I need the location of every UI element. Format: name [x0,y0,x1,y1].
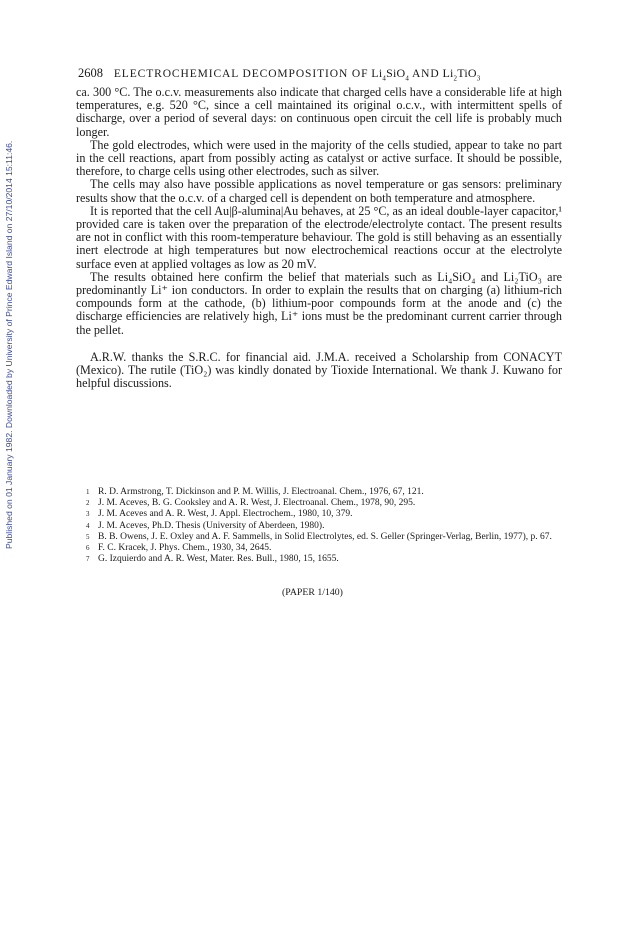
page-number: 2608 [78,66,103,80]
paragraph-3: The cells may also have possible applications as novel temperature or gas sensors: preliminary results show that the o.c.v. of a charged cell is dependent on both temperature and atmosphere. [76,177,562,205]
paragraph-2: The gold electrodes, which were used in the majority of the cells studied, appear to take no part in the cell reactions, apart from possibly acting as catalyst or active surface. It should be possible, therefore, to charge cells using other electrodes, such as silver. [76,137,562,179]
paper-identifier: (PAPER 1/140) [282,587,343,598]
formula-li4sio4: $Li_4SiO_4$ [371,66,410,83]
article-body [76,86,562,390]
formula-li2tio3: $Li_2TiO_3$ [442,66,481,83]
reference-item: 4 J. M. Aceves, Ph.D. Thesis (University of Aberdeen, 1980). [86,520,325,531]
reference-item: 3 J. M. Aceves and A. R. West, J. Appl. Electrochem., 1980, 10, 379. [86,509,353,520]
reference-list [86,487,556,565]
running-header [78,66,568,82]
reference-item: 2 J. M. Aceves, B. G. Cooksley and A. R. West, J. Electroanal. Chem., 1978, 90, 295. [86,498,416,509]
paragraph-4: It is reported that the cell Au|β-alumina|Au behaves, at 25 °C, as an ideal double-layer capacitor,¹ provided care is taken over the preparation of the electrode/electrolyte contact. The present results are not in conflict with this room-temperature behaviour. The gold is still behaving as an essentially inert electrode at high temperatures but now electrochemical reactions occur at the electrolyte surface even at applied voltages as low as 20 mV. [76,203,562,271]
reference-item: 5 B. B. Owens, J. E. Oxley and A. F. Sammells, in Solid Electrolytes, ed. S. Geller (Springer-Verlag, Berlin, 1977), p. 67. [86,531,552,542]
acknowledgements: A.R.W. thanks the S.R.C. for financial aid. J.M.A. received a Scholarship from CONACYT (Mexico). The rutile (TiO₂) was kindly donated by Tioxide International. We thank J. Kuwano for helpful discussions. [76,349,562,391]
paragraph-5: The results obtained here confirm the belief that materials such as Li₄SiO₄ and Li₂TiO₃ are predominantly Li⁺ ion conductors. In order to explain the results that on charging (a) lithium-rich compounds form at the cathode, (b) lithium-poor compounds form at the anode and (c) the discharge efficiencies are relatively high, Li⁺ ions must be the predominant current carrier through the pellet. [76,269,562,337]
reference-item: 1 R. D. Armstrong, T. Dickinson and P. M. Willis, J. Electroanal. Chem., 1976, 67, 121. [86,487,424,497]
and-word: AND [411,68,440,80]
download-watermark: Published on 01 January 1982. Downloaded by University of Prince Edward Island on 27/10/2014 15:11:46. [4,140,14,550]
reference-item: 6 F. C. Kracek, J. Phys. Chem., 1930, 34, 2645. [86,543,272,554]
running-title: ELECTROCHEMICAL DECOMPOSITION OF [113,68,369,80]
paragraph-1: ca. 300 °C. The o.c.v. measurements also indicate that charged cells have a considerable life at high temperatures, e.g. 520 °C, since a cell maintained its original o.c.v., with intermittent spells of discharge, over a period of several days: on continuous open circuit the cell life is probably much longer. [76,85,562,139]
reference-item: 7 G. Izquierdo and A. R. West, Mater. Res. Bull., 1980, 15, 1655. [86,554,339,565]
